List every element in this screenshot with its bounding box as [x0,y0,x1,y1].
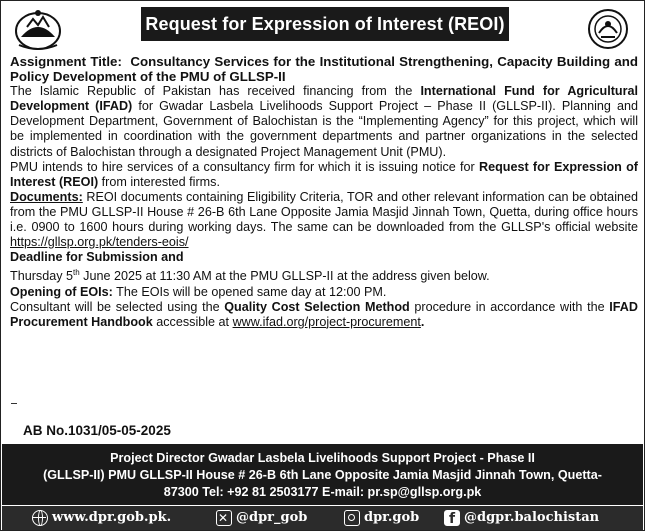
separator-dash [11,403,17,404]
pmu-paragraph [10,160,638,190]
assignment-label: Assignment Title: [10,54,122,69]
balochistan-emblem-icon [13,7,63,51]
twitter-text: @dpr_gob [236,510,308,525]
page-title: Request for Expression of Interest (REOI) [141,7,509,41]
contact-address-block [2,444,643,505]
ifad-handbook: IFAD Procurement Handbook [10,299,638,329]
pmu-text-2: from interested firms. [98,174,220,189]
intro-paragraph [10,84,638,159]
documents-text: REOI documents containing Eligibility Criteria, TOR and other relevant information can be obtained from the PMU GLLSP-II House # 26-B 6th Lane Opposite Jamia Masjid Jinnah Town, Quetta, during office hours i.e. 0900 to 1600 hours during working days. The same can be downloaded from the GLLSP's official website [10,189,638,235]
instagram-icon [344,510,360,526]
assignment-text: Consultancy Services for the Institutional Strengthening, Capacity Building and Policy Development of the PMU of GLLSP-II [10,54,638,85]
instagram-item[interactable] [344,506,419,530]
pmu-reoi: Request for Expression of Interest (REOI) [10,159,638,189]
notice-body [10,54,638,330]
deadline-label [10,250,638,265]
footer-line-1: Project Director Gwadar Lasbela Livelihoods Support Project - Phase II [110,451,535,465]
footer-line-2: (GLLSP-II) PMU GLLSP-II House # 26-B 6th Lane Opposite Jamia Masjid Jinnah Town, Quetta- [43,468,602,482]
selection-text-2: procedure in accordance with the [409,299,610,314]
opening-paragraph [10,285,638,300]
intro-ifad: International Fund for Agricultural Development (IFAD) [10,84,638,114]
ab-number: AB No.1031/05-05-2025 [23,423,171,438]
selection-text-3: accessible at [152,314,233,329]
twitter-item[interactable] [216,506,307,530]
selection-method: Quality Cost Selection Method [224,299,410,314]
deadline-rest: June 2025 at 11:30 AM at the PMU GLLSP-II at the address given below. [79,269,490,284]
deadline-paragraph [10,265,638,284]
selection-end: . [420,314,425,329]
deadline-day: Thursday 5 [10,269,73,284]
deadline-sup: th [73,268,80,278]
documents-label: Documents: [10,189,83,204]
facebook-item[interactable] [444,506,599,530]
globe-icon [32,510,48,526]
selection-text-1: Consultant will be selected using the [10,299,225,314]
website-text: www.dpr.gob.pk. [52,510,172,525]
tenders-link[interactable]: https://gllsp.org.pk/tenders-eois/ [10,235,189,250]
facebook-icon [444,510,460,526]
facebook-text: @dgpr.balochistan [464,510,600,525]
x-twitter-icon [216,510,232,526]
opening-label: Opening of EOIs: [10,284,113,299]
documents-paragraph [10,190,638,250]
ifad-gllsp-emblem-icon [583,7,633,51]
deadline-heading: Deadline for Submission and [10,250,184,265]
instagram-text: dpr.gob [364,510,420,525]
selection-paragraph [10,300,638,330]
intro-text-1: The Islamic Republic of Pakistan has received financing from the [10,84,421,99]
assignment-title [10,54,638,84]
intro-text-2: for Gwadar Lasbela Livelihoods Support Project – Phase II (GLLSP-II). Planning and Development Department, Government of Balochistan is the “Implementing Agency” for this project, which will be implemented in coordination with the government departments and partner organizations in the selected districts of Balochistan through a designated Project Management Unit (PMU). [10,99,638,159]
social-strip [2,506,643,530]
ifad-procurement-link[interactable]: www.ifad.org/project-procurement [232,314,421,329]
footer-line-3: 87300 Tel: +92 81 2503177 E-mail: pr.sp@gllsp.org.pk [163,485,482,499]
website-item[interactable] [32,506,171,530]
pmu-text-1: PMU intends to hire services of a consultancy firm for which it is issuing notice for [10,159,479,174]
opening-text: The EOIs will be opened same day at 12:00 PM. [112,284,387,299]
